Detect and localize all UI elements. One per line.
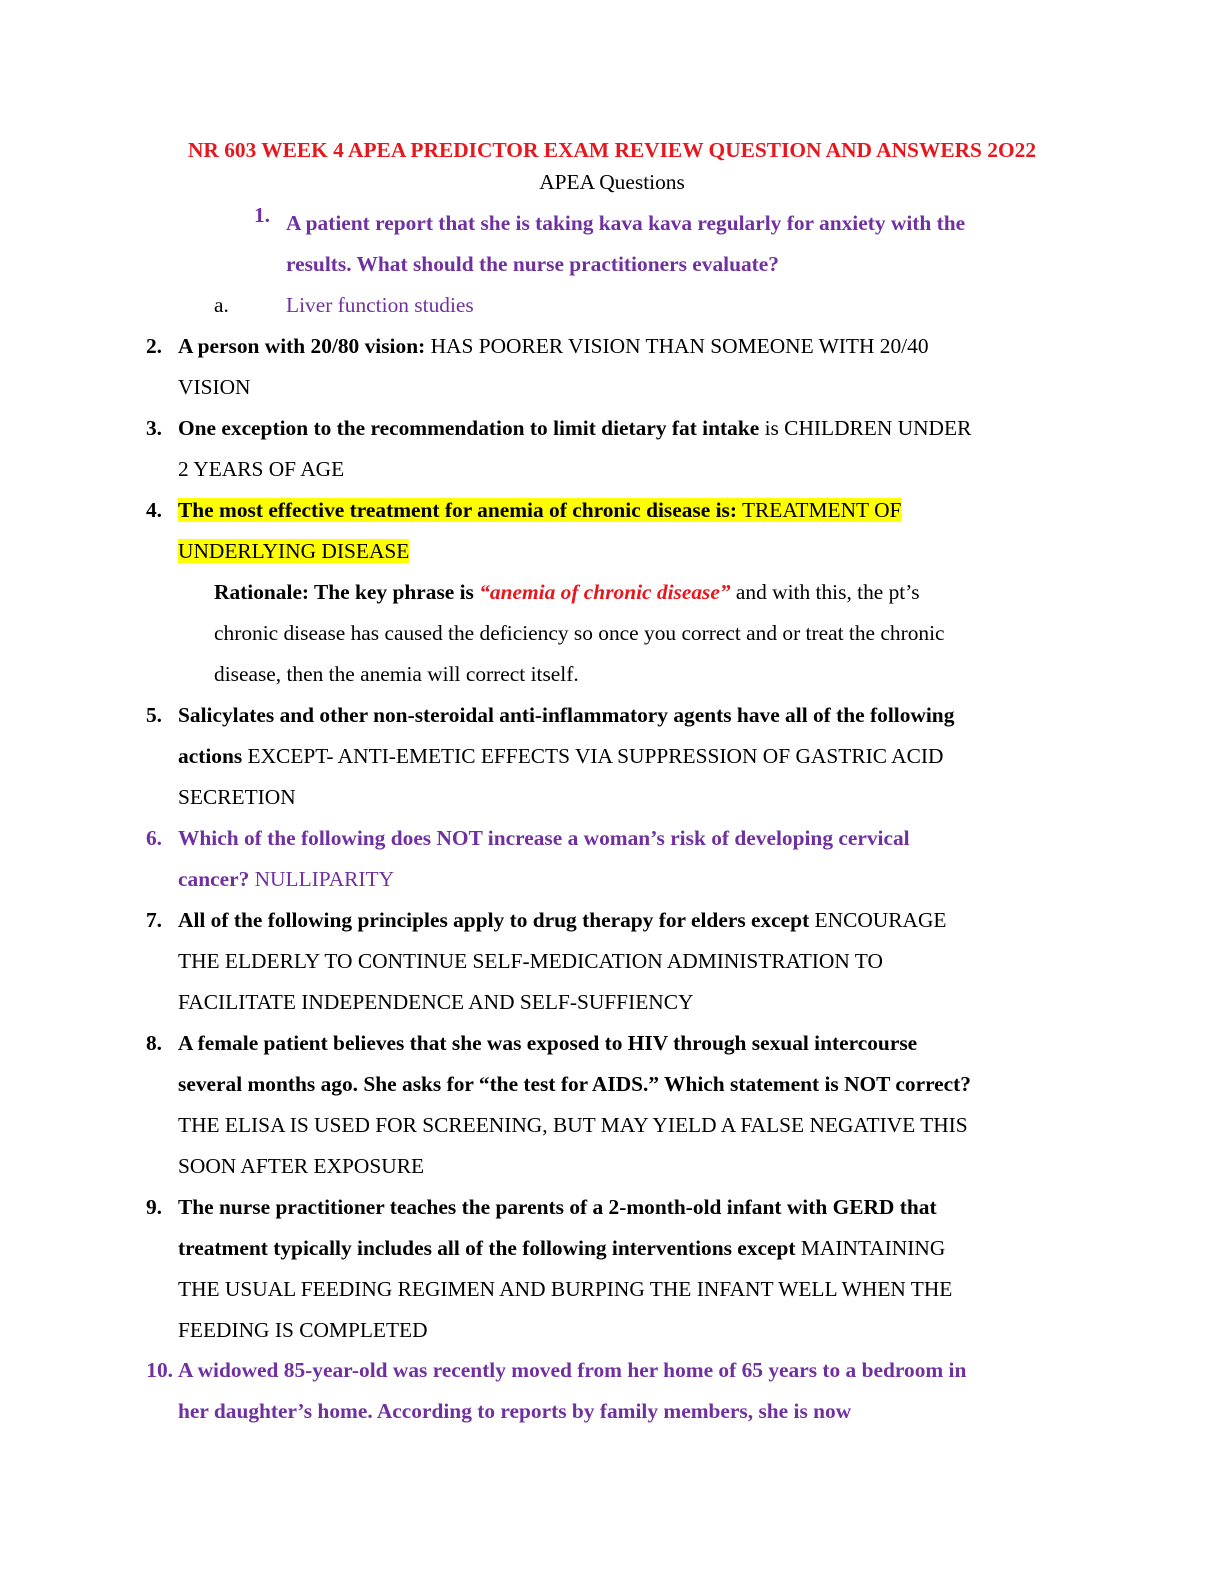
question-text: A female patient believes that she was exposed to HIV through sexual intercourse several months ago. She asks for “the test for AIDS.” Which statement is NOT correct? THE ELISA IS USED FOR SCREENING, BUT MAY YIELD A FALSE NEGATIVE THIS SOON AFTER EXPOSURE [178, 1023, 971, 1187]
answer-text: NULLIPARITY [249, 867, 395, 891]
document-subtitle: APEA Questions [539, 170, 685, 194]
answer-text: FEEDING IS COMPLETED [178, 1318, 428, 1342]
document-title: NR 603 WEEK 4 APEA PREDICTOR EXAM REVIEW QUESTION AND ANSWERS 2O22 [187, 138, 1037, 162]
question-text: The most effective treatment for anemia of chronic disease is: TREATMENT OF UNDERLYING DISEASE [178, 498, 902, 563]
answer-text: FACILITATE INDEPENDENCE AND SELF-SUFFIENCY [178, 990, 694, 1014]
question-text: A patient report that she is taking kava kava regularly for anxiety with the results. What should the nurse practitioners evaluate? [286, 211, 966, 276]
question-number: 9. [145, 1195, 162, 1219]
answer-text: MAINTAINING [795, 1236, 946, 1260]
answer-text: SECRETION [178, 785, 296, 809]
question-number: 8. [145, 1031, 162, 1055]
question-text: One exception to the recommendation to limit dietary fat intake is CHILDREN UNDER 2 YEARS OF AGE [178, 408, 971, 490]
question-number: 10. [146, 1358, 173, 1382]
answer-text: is CHILDREN UNDER [759, 416, 972, 440]
answer-text: UNDERLYING DISEASE [178, 539, 410, 563]
option-letter: a. [214, 293, 229, 317]
question-number: 3. [145, 416, 162, 440]
answer-text: HAS POORER VISION THAN SOMEONE WITH 20/40 [425, 334, 929, 358]
rationale-label: Rationale: The key phrase is [214, 580, 480, 604]
question-number: 6. [145, 826, 162, 850]
answer-text: THE ELISA IS USED FOR SCREENING, BUT MAY YIELD A FALSE NEGATIVE THIS [178, 1113, 968, 1137]
document-page: NR 603 WEEK 4 APEA PREDICTOR EXAM REVIEW QUESTION AND ANSWERS 2O22 APEA Questions 1. A patient report that she is taking kava kava regularly for anxiety with the results. What should the nurse practitioners evaluate? a. Liver function studies 2. A person with 20/80 vision: HAS POORER VISION THAN SOMEONE WITH 20/40 VISION 3. One exception to the recommendation to limit dietary fat intake is CHILDREN UNDER 2 YEARS OF AGE 4. The most effective treatment for anemia of chronic disease is: TREATMENT OF UNDERLYING DISEASE Rationale: The key phrase is “anemia of chronic disease” and with this, the pt’s chronic disease has caused the deficiency so once you correct and or treat the chronic disease, then the anemia will correct itself. 5. Salicylates and other non-steroidal anti-inflammatory agents have all of the following actions EXCEPT- ANTI-EMETIC EFFECTS VIA SUPPRESSION OF GASTRIC ACID SECRETION 6. Which of the following does NOT increase a woman’s risk of developing cervical cancer? NULLIPARITY 7. All of the following principles apply to drug therapy for elders except ENCOURAGE THE ELDERLY TO CONTINUE SELF-MEDICATION ADMINISTRATION TO FACILITATE INDEPENDENCE AND SELF-SUFFIENCY 8. A female patient believes that she was exposed to HIV through sexual intercourse several months ago. She asks for “the test for AIDS.” Which statement is NOT correct? THE ELISA IS USED FOR SCREENING, BUT MAY YIELD A FALSE NEGATIVE THIS SOON AFTER EXPOSURE 9. The nurse practitioner teaches the parents of a 2-month-old infant with GERD that treatment typically includes all of the following interventions except MAINTAINING THE USUAL FEEDING REGIMEN AND BURPING THE INFANT WELL WHEN THE FEEDING IS COMPLETED 10. A widowed 85-year-old was recently moved from her home of 65 years to a bedroom in her daughter’s home. According to reports by family members, she is now [0, 0, 1224, 1584]
question-number: 5. [145, 703, 162, 727]
question-text: A person with 20/80 vision: HAS POORER VISION THAN SOMEONE WITH 20/40 VISION [178, 326, 929, 408]
answer-text: SOON AFTER EXPOSURE [178, 1154, 425, 1178]
question-text: The nurse practitioner teaches the parents of a 2-month-old infant with GERD that treatment typically includes all of the following interventions except MAINTAINING THE USUAL FEEDING REGIMEN AND BURPING THE INFANT WELL WHEN THE FEEDING IS COMPLETED [178, 1187, 952, 1351]
answer-text: 2 YEARS OF AGE [178, 457, 345, 481]
answer-text: VISION [178, 375, 251, 399]
answer-text: ENCOURAGE [809, 908, 947, 932]
question-text: Which of the following does NOT increase a woman’s risk of developing cervical cancer? NULLIPARITY [178, 826, 910, 891]
question-number: 2. [145, 334, 162, 358]
question-number: 7. [145, 908, 162, 932]
question-number: 1. [253, 203, 270, 227]
question-number: 4. [145, 498, 162, 522]
option-text: Liver function studies [286, 293, 474, 317]
question-text: All of the following principles apply to drug therapy for elders except ENCOURAGE THE ELDERLY TO CONTINUE SELF-MEDICATION ADMINISTRATION TO FACILITATE INDEPENDENCE AND SELF-SUFFIENCY [178, 900, 946, 1023]
answer-text: THE ELDERLY TO CONTINUE SELF-MEDICATION ADMINISTRATION TO [178, 949, 883, 973]
answer-text: TREATMENT OF [737, 498, 902, 522]
question-text: Salicylates and other non-steroidal anti-inflammatory agents have all of the following actions EXCEPT- ANTI-EMETIC EFFECTS VIA SUPPRESSION OF GASTRIC ACID SECRETION [178, 695, 954, 818]
question-text: A widowed 85-year-old was recently moved from her home of 65 years to a bedroom in her daughter’s home. According to reports by family members, she is now [178, 1358, 967, 1423]
answer-text: THE USUAL FEEDING REGIMEN AND BURPING THE INFANT WELL WHEN THE [178, 1277, 953, 1301]
rationale-key-phrase: “anemia of chronic disease” [479, 580, 731, 604]
answer-text: EXCEPT- ANTI-EMETIC EFFECTS VIA SUPPRESSION OF GASTRIC ACID [242, 744, 944, 768]
